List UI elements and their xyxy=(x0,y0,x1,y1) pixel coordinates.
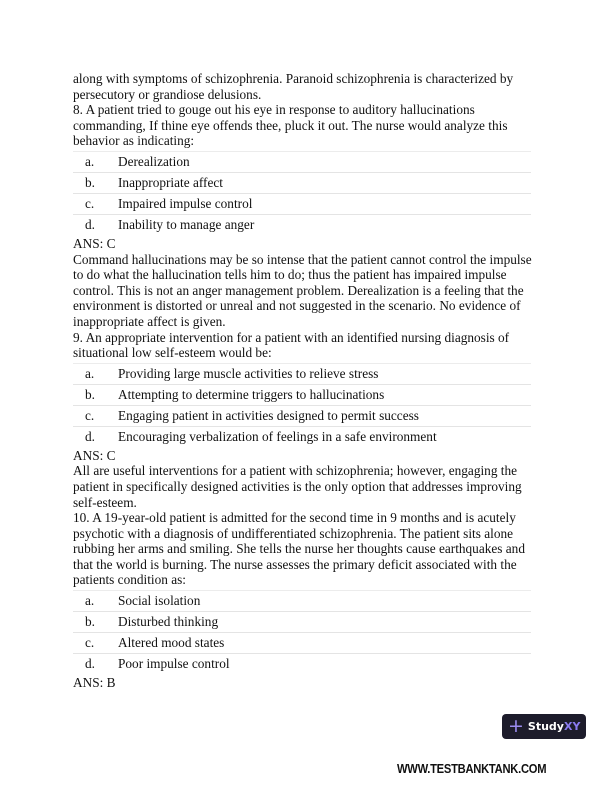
question-9 xyxy=(73,330,535,511)
option-text: Social isolation xyxy=(118,593,201,609)
options-list xyxy=(73,363,531,447)
option-text: Derealization xyxy=(118,154,190,170)
option-letter: a. xyxy=(85,365,95,381)
option-text: Inappropriate affect xyxy=(118,175,223,191)
logo-suffix: XY xyxy=(563,719,581,733)
option-letter: d. xyxy=(85,217,95,233)
intro-paragraph: along with symptoms of schizophrenia. Paranoid schizophrenia is characterized by persecutory or grandiose delusions. xyxy=(73,71,514,102)
option-letter: c. xyxy=(85,407,95,423)
option-row xyxy=(73,426,531,447)
rationale: All are useful interventions for a patient with schizophrenia; however, engaging the patient in specifically designed activities is the only option that addresses improving self-esteem. xyxy=(73,463,522,510)
option-letter: b. xyxy=(85,175,95,191)
answer: ANS: C xyxy=(73,235,116,251)
rationale: Command hallucinations may be so intense that the patient cannot control the impulse to do what the hallucination tells him to do; thus the patient has impaired impulse control. This is not an anger management problem. Derealization is a feeling that the environment is distorted or unreal and not suggested in the scenario. No evidence of inappropriate affect is given. xyxy=(73,251,532,329)
option-row xyxy=(73,193,531,214)
option-row xyxy=(73,214,531,235)
plus-icon: + xyxy=(508,715,524,737)
option-text: Inability to manage anger xyxy=(118,217,255,233)
option-text: Attempting to determine triggers to hallucinations xyxy=(118,386,385,402)
option-row xyxy=(73,611,531,632)
logo-prefix: Study xyxy=(527,719,564,733)
option-text: Engaging patient in activities designed to permit success xyxy=(118,407,419,423)
answer: ANS: C xyxy=(73,447,116,463)
options-list xyxy=(73,151,531,235)
option-row xyxy=(73,590,531,611)
option-row xyxy=(73,632,531,653)
question-stem: 9. An appropriate intervention for a patient with an identified nursing diagnosis of situational low self-esteem would be: xyxy=(73,329,510,361)
option-letter: c. xyxy=(85,635,95,651)
option-text: Impaired impulse control xyxy=(118,196,253,212)
option-row xyxy=(73,653,531,674)
option-row xyxy=(73,172,531,193)
option-row xyxy=(73,384,531,405)
option-letter: a. xyxy=(85,593,95,609)
option-letter: a. xyxy=(85,154,95,170)
option-letter: b. xyxy=(85,614,95,630)
question-stem: 10. A 19-year-old patient is admitted for the second time in 9 months and is acutely psychotic with a diagnosis of undifferentiated schizophrenia. The patient sits alone rubbing her arms and smiling. She tells the nurse her thoughts cause earthquakes and that the world is burning. The nurse assesses the primary deficit associated with the patients condition as: xyxy=(73,510,525,588)
option-text: Disturbed thinking xyxy=(118,614,219,630)
option-letter: b. xyxy=(85,386,95,402)
option-text: Encouraging verbalization of feelings in a safe environment xyxy=(118,428,437,444)
option-text: Providing large muscle activities to relieve stress xyxy=(118,365,379,381)
option-row xyxy=(73,363,531,384)
option-letter: d. xyxy=(85,428,95,444)
option-text: Altered mood states xyxy=(118,635,225,651)
option-letter: d. xyxy=(85,656,95,672)
document-body xyxy=(73,71,535,691)
answer: ANS: B xyxy=(73,675,116,691)
studyxy-logo[interactable] xyxy=(502,714,586,739)
question-8 xyxy=(73,102,535,329)
option-text: Poor impulse control xyxy=(118,656,230,672)
option-row xyxy=(73,405,531,426)
option-row xyxy=(73,151,531,172)
options-list xyxy=(73,590,531,674)
option-letter: c. xyxy=(85,196,95,212)
question-10 xyxy=(73,510,535,691)
question-stem: 8. A patient tried to gouge out his eye in response to auditory hallucinations commanding, If thine eye offends thee, pluck it out. The nurse would analyze this behavior as indicating: xyxy=(73,102,508,149)
footer-url: WWW.TESTBANKTANK.COM xyxy=(397,761,547,776)
